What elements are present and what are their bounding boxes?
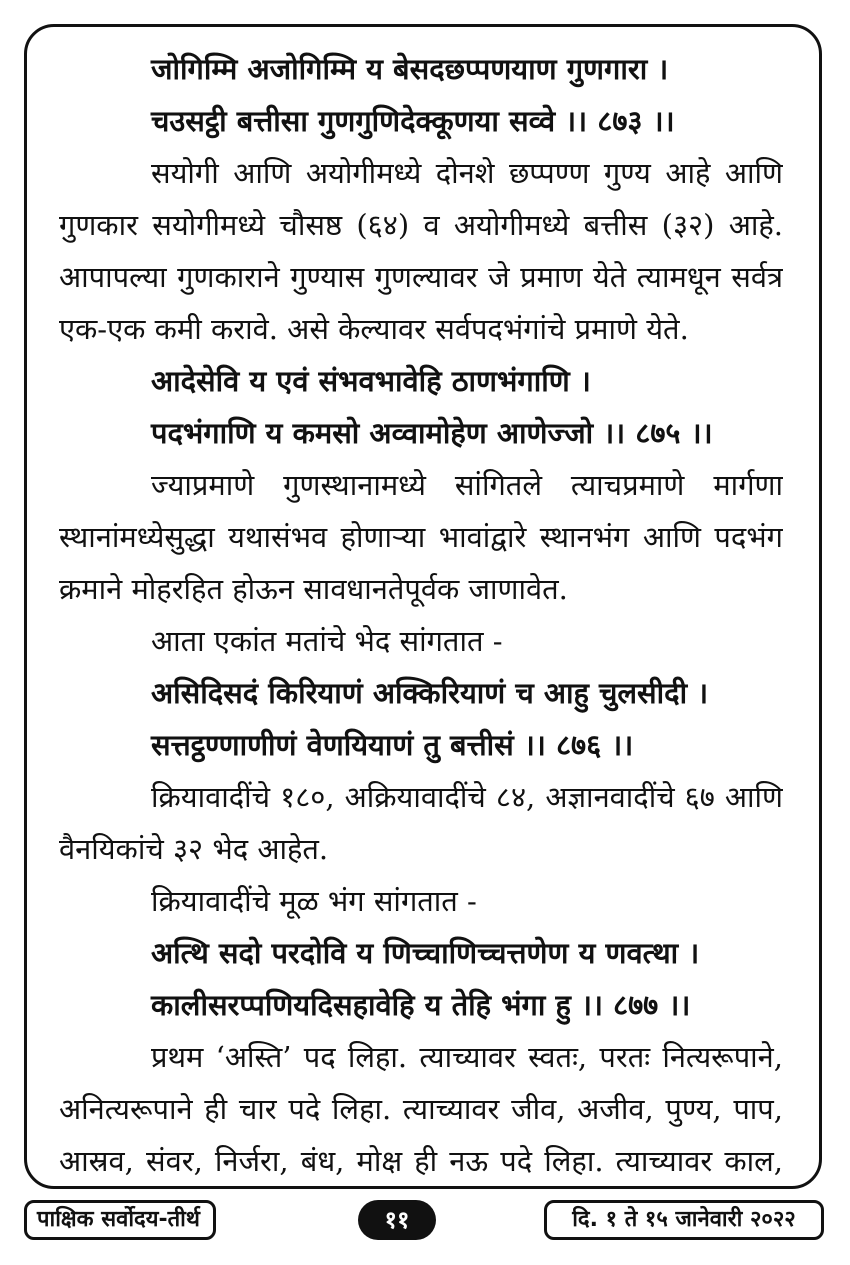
publication-name: पाक्षिक सर्वोदय-तीर्थ [24, 1200, 216, 1240]
prose-line: आपापल्या गुणकाराने गुण्यास गुणल्यावर जे प्रमाण येते त्यामधून सर्वत्र [59, 260, 783, 294]
prose-line: एक-एक कमी करावे. असे केल्यावर सर्वपदभंगांचे प्रमाणे येते. [59, 312, 689, 346]
prose-line: गुणकार सयोगीमध्ये चौसष्ठ (६४) व अयोगीमध्ये बत्तीस (३२) आहे. [59, 208, 783, 242]
prose-line: आता एकांत मतांचे भेद सांगतात - [151, 624, 503, 658]
verse-line: जोगिम्मि अजोगिम्मि य बेसदछप्पणयाण गुणगारा । [151, 52, 669, 86]
prose-line: सयोगी आणि अयोगीमध्ये दोनशे छप्पण्ण गुण्य आहे आणि [151, 156, 783, 190]
verse-line: अत्थि सदो परदोवि य णिच्चाणिच्चत्तणेण य णवत्था । [151, 936, 700, 970]
prose-line: स्थानांमध्येसुद्धा यथासंभव होणाऱ्या भावांद्वारे स्थानभंग आणि पदभंग [59, 520, 783, 554]
prose-line: प्रथम ‘अस्ति’ पद लिहा. त्याच्यावर स्वतः, परतः नित्यरूपाने, [151, 1040, 783, 1074]
verse-line: आदेसेवि य एवं संभवभावेहि ठाणभंगाणि । [151, 364, 591, 398]
page-frame [24, 24, 822, 1189]
prose-line: ज्याप्रमाणे गुणस्थानामध्ये सांगितले त्याचप्रमाणे मार्गणा [151, 468, 783, 502]
prose-line: अनित्यरूपाने ही चार पदे लिहा. त्याच्यावर जीव, अजीव, पुण्य, पाप, [59, 1092, 783, 1126]
verse-line: कालीसरप्पणियदिसहावेहि य तेहि भंगा हु ।। ८७७ ।। [151, 988, 691, 1022]
issue-date: दि. १ ते १५ जानेवारी २०२२ [544, 1200, 824, 1240]
page-number: ११ [358, 1200, 436, 1240]
verse-line: पदभंगाणि य कमसो अव्वामोहेण आणेज्जो ।। ८७५ ।। [151, 416, 713, 450]
prose-line: क्रियावादींचे मूळ भंग सांगतात - [151, 884, 477, 918]
verse-line: चउसट्ठी बत्तीसा गुणगुणिदेक्कूणया सव्वे ।। ८७३ ।। [151, 104, 675, 138]
prose-line: वैनयिकांचे ३२ भेद आहेत. [59, 832, 329, 866]
prose-line: क्रियावादींचे १८०, अक्रियावादींचे ८४, अज्ञानवादींचे ६७ आणि [151, 780, 783, 814]
prose-line: क्रमाने मोहरहित होऊन सावधानतेपूर्वक जाणावेत. [59, 572, 568, 606]
page-footer [24, 1198, 824, 1242]
prose-line: आस्रव, संवर, निर्जरा, बंध, मोक्ष ही नऊ पदे लिहा. त्याच्यावर काल, [59, 1144, 783, 1178]
verse-line: सत्तट्ठण्णाणीणं वेणयियाणं तु बत्तीसं ।। ८७६ ।। [151, 728, 634, 762]
verse-line: असिदिसदं किरियाणं अक्किरियाणं च आहु चुलसीदी । [151, 676, 709, 710]
